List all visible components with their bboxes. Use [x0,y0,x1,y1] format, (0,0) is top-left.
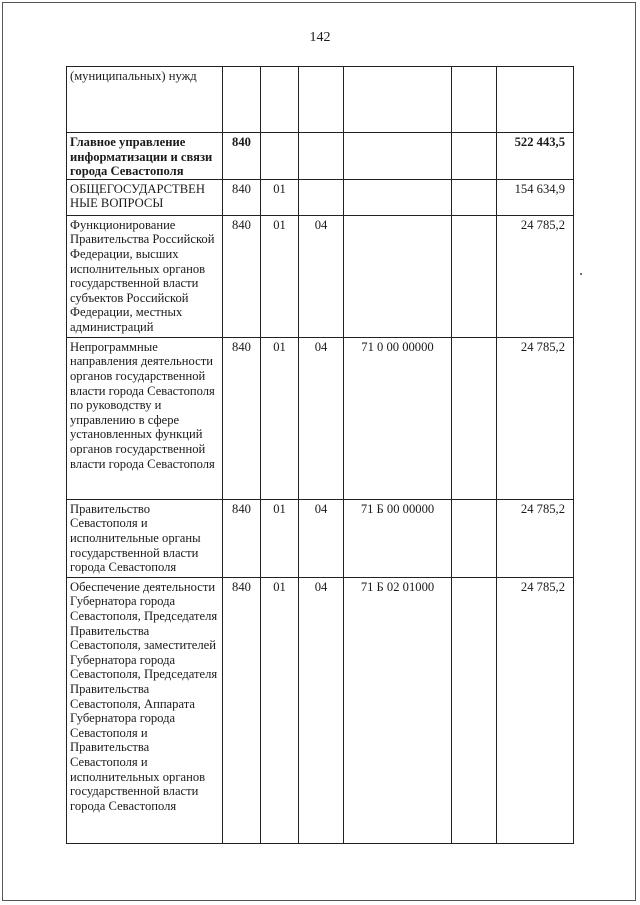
row-amount: 522 443,5 [497,133,574,180]
row-section: 01 [261,215,299,337]
row-expense-type [452,133,497,180]
row-section [261,67,299,133]
row-expense-type [452,577,497,843]
row-section: 01 [261,499,299,577]
row-grbs [223,67,261,133]
row-name: Главное управление информатизации и связи города Севастополя [67,133,223,180]
row-section [261,133,299,180]
row-amount: 154 634,9 [497,179,574,215]
row-subsection: 04 [299,215,344,337]
row-name: Правительство Севастополя и исполнительные органы государственной власти города Севастополя [67,499,223,577]
row-grbs: 840 [223,133,261,180]
row-subsection [299,67,344,133]
row-amount [497,67,574,133]
row-subsection: 04 [299,499,344,577]
table-row [67,133,574,180]
row-expense-type [452,215,497,337]
table-row [67,67,574,133]
row-grbs: 840 [223,577,261,843]
row-target-article [344,67,452,133]
row-grbs: 840 [223,499,261,577]
row-target-article [344,215,452,337]
row-amount: 24 785,2 [497,215,574,337]
row-section: 01 [261,179,299,215]
row-amount: 24 785,2 [497,577,574,843]
row-name: Обеспечение деятельности Губернатора города Севастополя, Председателя Правительства Севастополя, заместителей Губернатора города Севастополя, Председателя Правительства Севастополя, Аппарата Губернатора города Севастополя и Правительства Севастополя и исполнительных органов государственной власти города Севастополя [67,577,223,843]
row-amount: 24 785,2 [497,499,574,577]
row-expense-type [452,179,497,215]
row-expense-type [452,337,497,499]
table-row [67,499,574,577]
table-row [67,337,574,499]
row-name: (муниципальных) нужд [67,67,223,133]
row-expense-type [452,67,497,133]
row-grbs: 840 [223,337,261,499]
row-grbs: 840 [223,215,261,337]
row-section: 01 [261,577,299,843]
row-name: Функционирование Правительства Российской Федерации, высших исполнительных органов государственной власти субъектов Российской Федерации, местных администраций [67,215,223,337]
row-amount: 24 785,2 [497,337,574,499]
row-target-article: 71 0 00 00000 [344,337,452,499]
row-subsection [299,133,344,180]
row-expense-type [452,499,497,577]
row-section: 01 [261,337,299,499]
row-subsection: 04 [299,337,344,499]
row-target-article [344,179,452,215]
row-target-article: 71 Б 00 00000 [344,499,452,577]
table-row [67,179,574,215]
page-number: 142 [309,30,331,45]
row-subsection [299,179,344,215]
row-subsection: 04 [299,577,344,843]
budget-table [66,66,574,844]
scan-speck [580,273,582,275]
table-row [67,577,574,843]
row-grbs: 840 [223,179,261,215]
row-name: Непрограммные направления деятельности органов государственной власти города Севастополя по руководству и управлению в сфере установленных функций органов государственной власти города Севастополя [67,337,223,499]
row-name: ОБЩЕГОСУДАРСТВЕН НЫЕ ВОПРОСЫ [67,179,223,215]
row-target-article: 71 Б 02 01000 [344,577,452,843]
table-row [67,215,574,337]
row-target-article [344,133,452,180]
